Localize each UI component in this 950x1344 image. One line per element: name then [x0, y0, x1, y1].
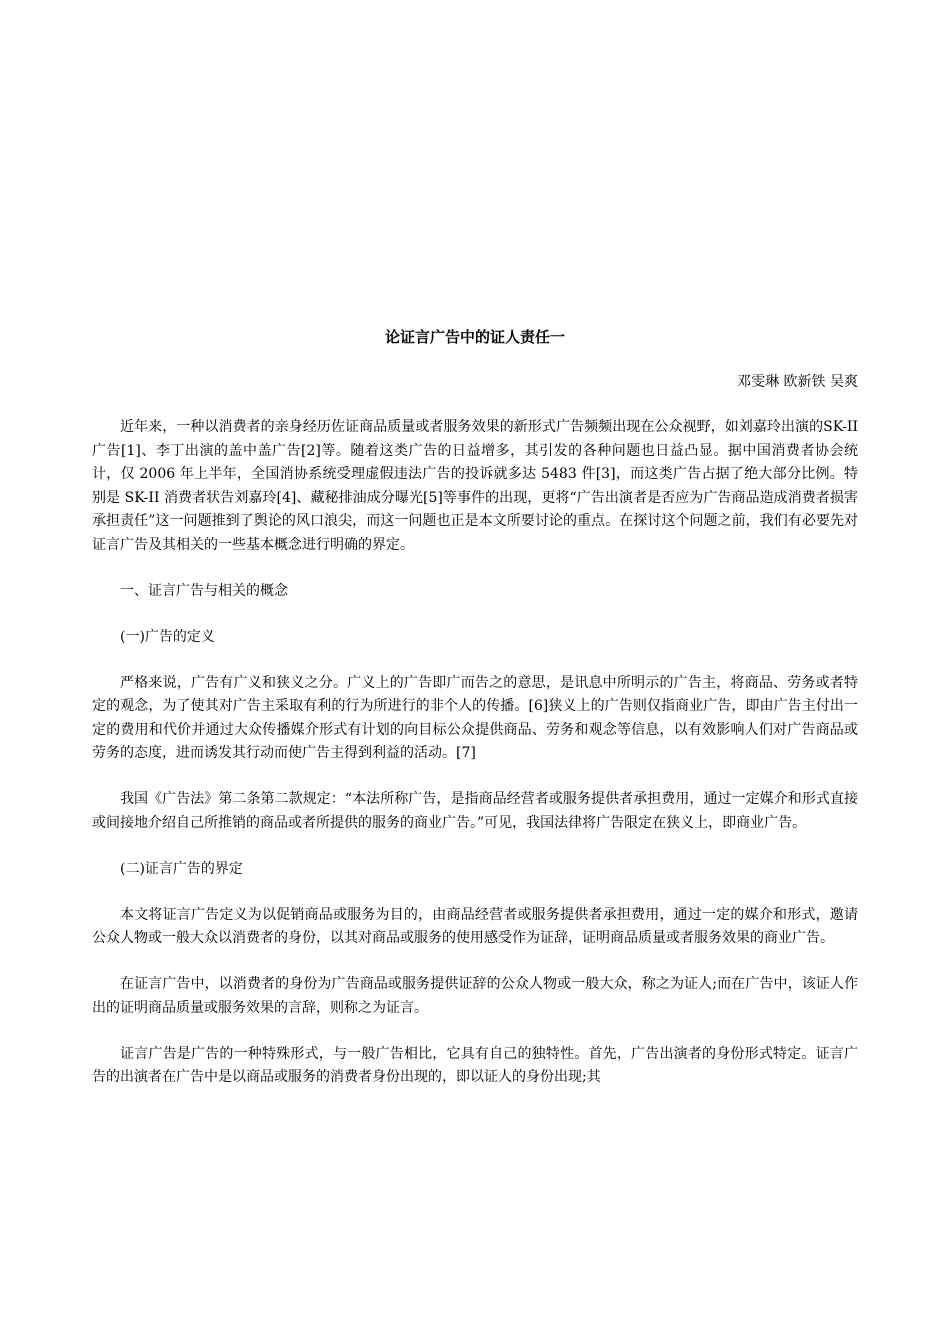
paragraph-ad-law: 我国《广告法》第二条第二款规定：“本法所称广告，是指商品经营者或服务提供者承担费用，通过一定媒介和形式直接或间接地介绍自己所推销的商品或者所提供的服务的商业广告。”可见，我国法律将广告限定在狭义上，即商业广告。	[92, 791, 858, 831]
paragraph-witness-definition: 在证言广告中，以消费者的身份为广告商品或服务提供证辞的公众人物或一般大众，称之为证人;而在广告中，该证人作出的证明商品质量或服务效果的言辞，则称之为证言。	[92, 976, 858, 1016]
subsection-heading-2: (二)证言广告的界定	[120, 860, 243, 877]
paragraph-testimonial-definition: 本文将证言广告定义为以促销商品或服务为目的，由商品经营者或服务提供者承担费用，通过一定的媒介和形式，邀请公众人物或一般大众以消费者的身份，以其对商品或服务的使用感受作为证辞，证明商品质量或者服务效果的商业广告。	[92, 906, 858, 946]
document-body	[92, 416, 858, 1112]
subsection-heading-1: (一)广告的定义	[120, 628, 215, 645]
paragraph-ad-definition: 严格来说，广告有广义和狭义之分。广义上的广告即广而告之的意思，是讯息中所明示的广告主，将商品、劳务或者特定的观念，为了使其对广告主采取有利的行为所进行的非个人的传播。[6]狭义上的广告则仅指商业广告，即由广告主付出一定的费用和代价并通过大众传播媒介形式有计划的向目标公众提供商品、劳务和观念等信息，以有效影响人们对广告商品或劳务的态度，进而诱发其行动而使广告主得到利益的活动。[7]	[92, 674, 858, 761]
paragraph-testimonial-features: 证言广告是广告的一种特殊形式，与一般广告相比，它具有自己的独特性。首先，广告出演者的身份形式特定。证言广告的出演者在广告中是以商品或服务的消费者身份出现的，即以证人的身份出现;其	[92, 1045, 858, 1085]
section-heading-1: 一、证言广告与相关的概念	[120, 582, 288, 599]
paragraph-introduction: 近年来，一种以消费者的亲身经历佐证商品质量或者服务效果的新形式广告频频出现在公众视野，如刘嘉玲出演的SK-II 广告[1]、李丁出演的盖中盖广告[2]等。随着这类广告的日益增多，其引发的各种问题也日益凸显。据中国消费者协会统计，仅 2006 年上半年，全国消协系统受理虚假违法广告的投诉就多达 5483 件[3]，而这类广告占据了绝大部分比例。特别是 SK-II 消费者状告刘嘉玲[4]、藏秘排油成分曝光[5]等事件的出现，更将“广告出演者是否应为广告商品造成消费者损害承担责任”这一问题推到了舆论的风口浪尖，而这一问题也正是本文所要讨论的重点。在探讨这个问题之前，我们有必要先对证言广告及其相关的一些基本概念进行明确的界定。	[92, 419, 858, 553]
document-title: 论证言广告中的证人责任一	[384, 328, 565, 346]
author-line: 邓雯琳 欧新铁 吴爽	[737, 374, 858, 390]
